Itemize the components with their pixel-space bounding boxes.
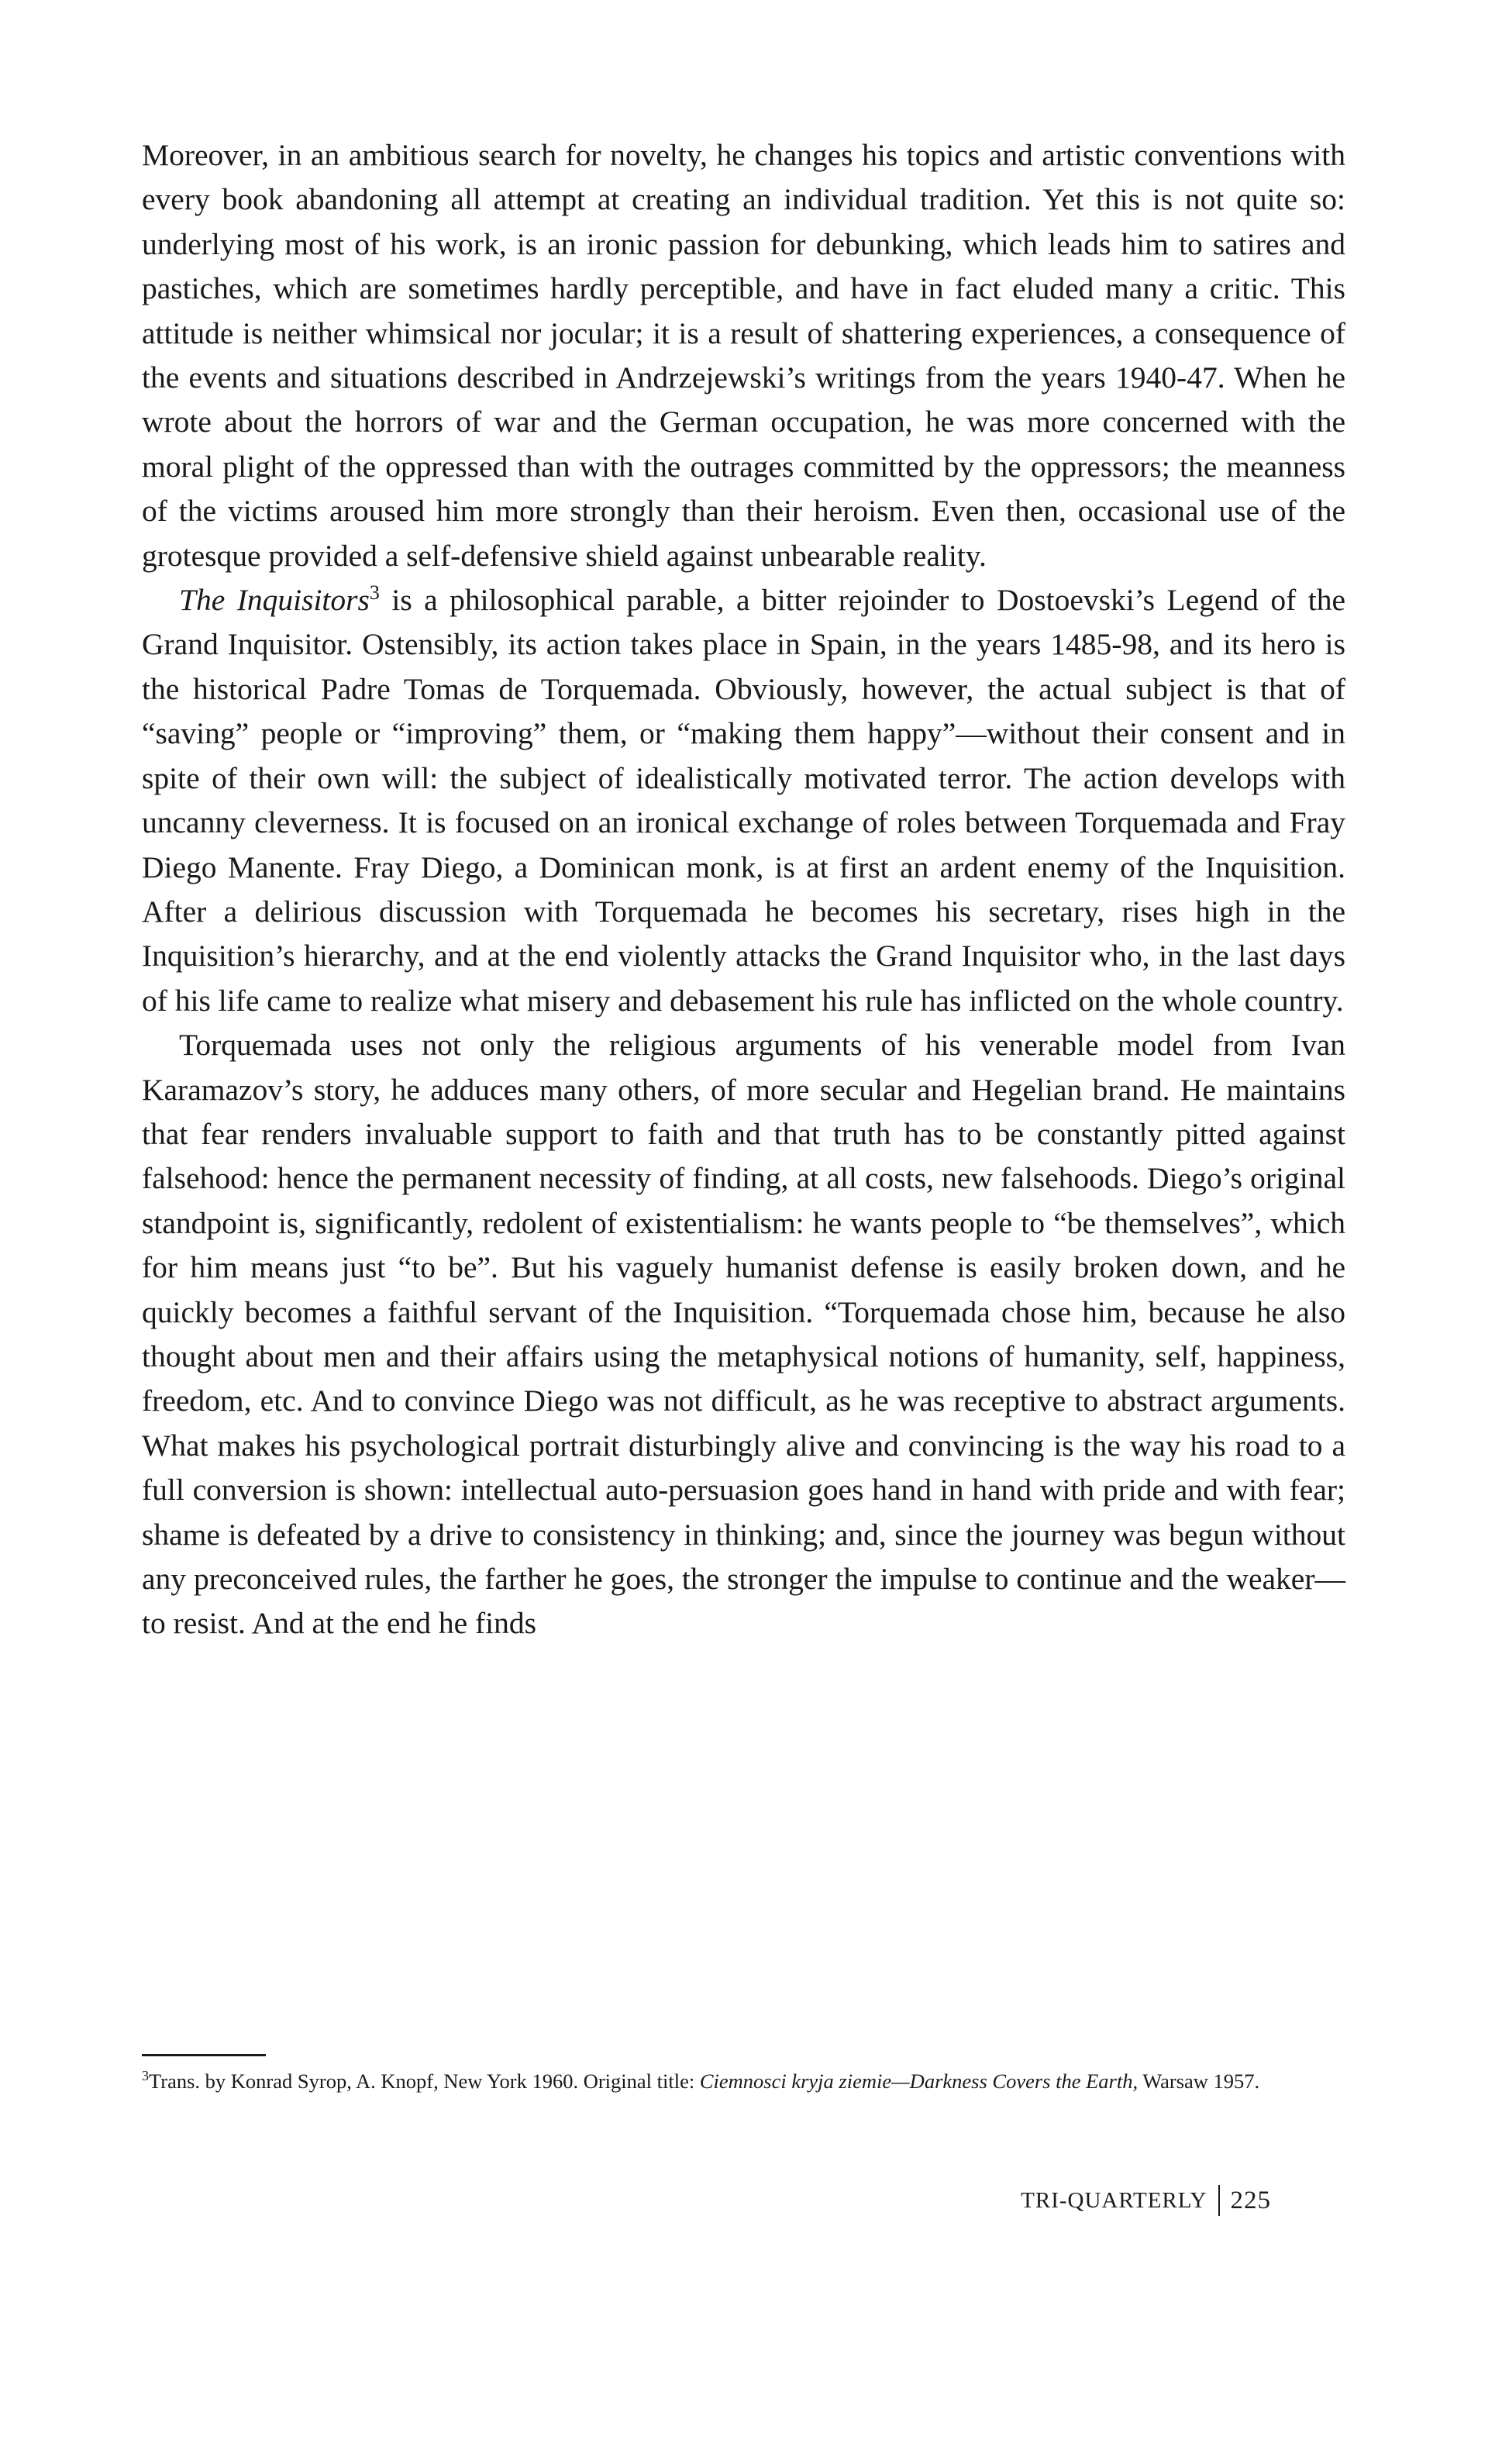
paragraph-2-text: is a philosophical parable, a bitter rejoinder to Dostoevski’s Legend of the Grand Inquisitor. Ostensibly, its action takes place in Spain, in the years 1485-98, and its hero is the historical Padre Tomas de Torquemada. Obviously, however, the actual subject is that of “saving” people or “improving” them, or “making them happy”—without their consent and in spite of their own will: the subject of idealistically motivated terror. The action develops with uncanny cleverness. It is focused on an ironical exchange of roles between Torquemada and Fray Diego Manente. Fray Diego, a Dominican monk, is at first an ardent enemy of the Inquisition. After a delirious discussion with Torquemada he becomes his secretary, rises high in the Inquisition’s hierarchy, and at the end violently attacks the Grand Inquisitor who, in the last days of his life came to realize what misery and debasement his rule has inflicted on the whole country.	[142, 583, 1345, 1018]
footnote	[142, 2068, 1345, 2094]
footnote-suffix: Warsaw 1957.	[1138, 2069, 1260, 2093]
footnote-original-title: Ciemnosci kryja ziemie—Darkness Covers the Earth,	[699, 2069, 1139, 2093]
footnote-prefix: Trans. by Konrad Syrop, A. Knopf, New York 1960. Original title:	[149, 2069, 700, 2093]
page-body	[142, 133, 1345, 1646]
journal-name: TRI-QUARTERLY	[1021, 2187, 1207, 2213]
paragraph-3	[142, 1023, 1345, 1646]
book-title: The Inquisitors	[179, 583, 370, 618]
paragraph-2	[142, 578, 1345, 1023]
page-number: 225	[1230, 2186, 1271, 2214]
footnote-marker: 3	[142, 2068, 149, 2084]
footnote-divider	[142, 2054, 266, 2056]
footnote-reference[interactable]: 3	[369, 581, 380, 604]
paragraph-1-text: Moreover, in an ambitious search for novelty, he changes his topics and artistic conventions with every book abandoning all attempt at creating an individual tradition. Yet this is not quite so: underlying most of his work, is an ironic passion for debunking, which leads him to satires and pastiches, which are sometimes hardly perceptible, and have in fact eluded many a critic. This attitude is neither whimsical nor jocular; it is a result of shattering experiences, a consequence of the events and situations described in Andrzejewski’s writings from the years 1940-47. When he wrote about the horrors of war and the German occupation, he was more concerned with the moral plight of the oppressed than with the outrages committed by the oppressors; the meanness of the victims aroused him more strongly than their heroism. Even then, occasional use of the grotesque provided a self-defensive shield against unbearable reality.	[142, 138, 1345, 573]
paragraph-1	[142, 133, 1345, 578]
running-footer	[961, 2181, 1271, 2220]
footer-separator	[1218, 2185, 1220, 2216]
paragraph-3-text: Torquemada uses not only the religious arguments of his venerable model from Ivan Karamazov’s story, he adduces many others, of more secular and Hegelian brand. He maintains that fear renders invaluable support to faith and that truth has to be constantly pitted against falsehood: hence the permanent necessity of finding, at all costs, new falsehoods. Diego’s original standpoint is, significantly, redolent of existentialism: he wants people to “be themselves”, which for him means just “to be”. But his vaguely humanist defense is easily broken down, and he quickly becomes a faithful servant of the Inquisition. “Torquemada chose him, because he also thought about men and their affairs using the metaphysical notions of humanity, self, happiness, freedom, etc. And to convince Diego was not difficult, as he was receptive to abstract arguments. What makes his psychological portrait disturbingly alive and convincing is the way his road to a full conversion is shown: intellectual auto-persuasion goes hand in hand with pride and with fear; shame is defeated by a drive to consistency in thinking; and, since the journey was begun without any preconceived rules, the farther he goes, the stronger the impulse to continue and the weaker—to resist. And at the end he finds	[142, 1028, 1345, 1641]
